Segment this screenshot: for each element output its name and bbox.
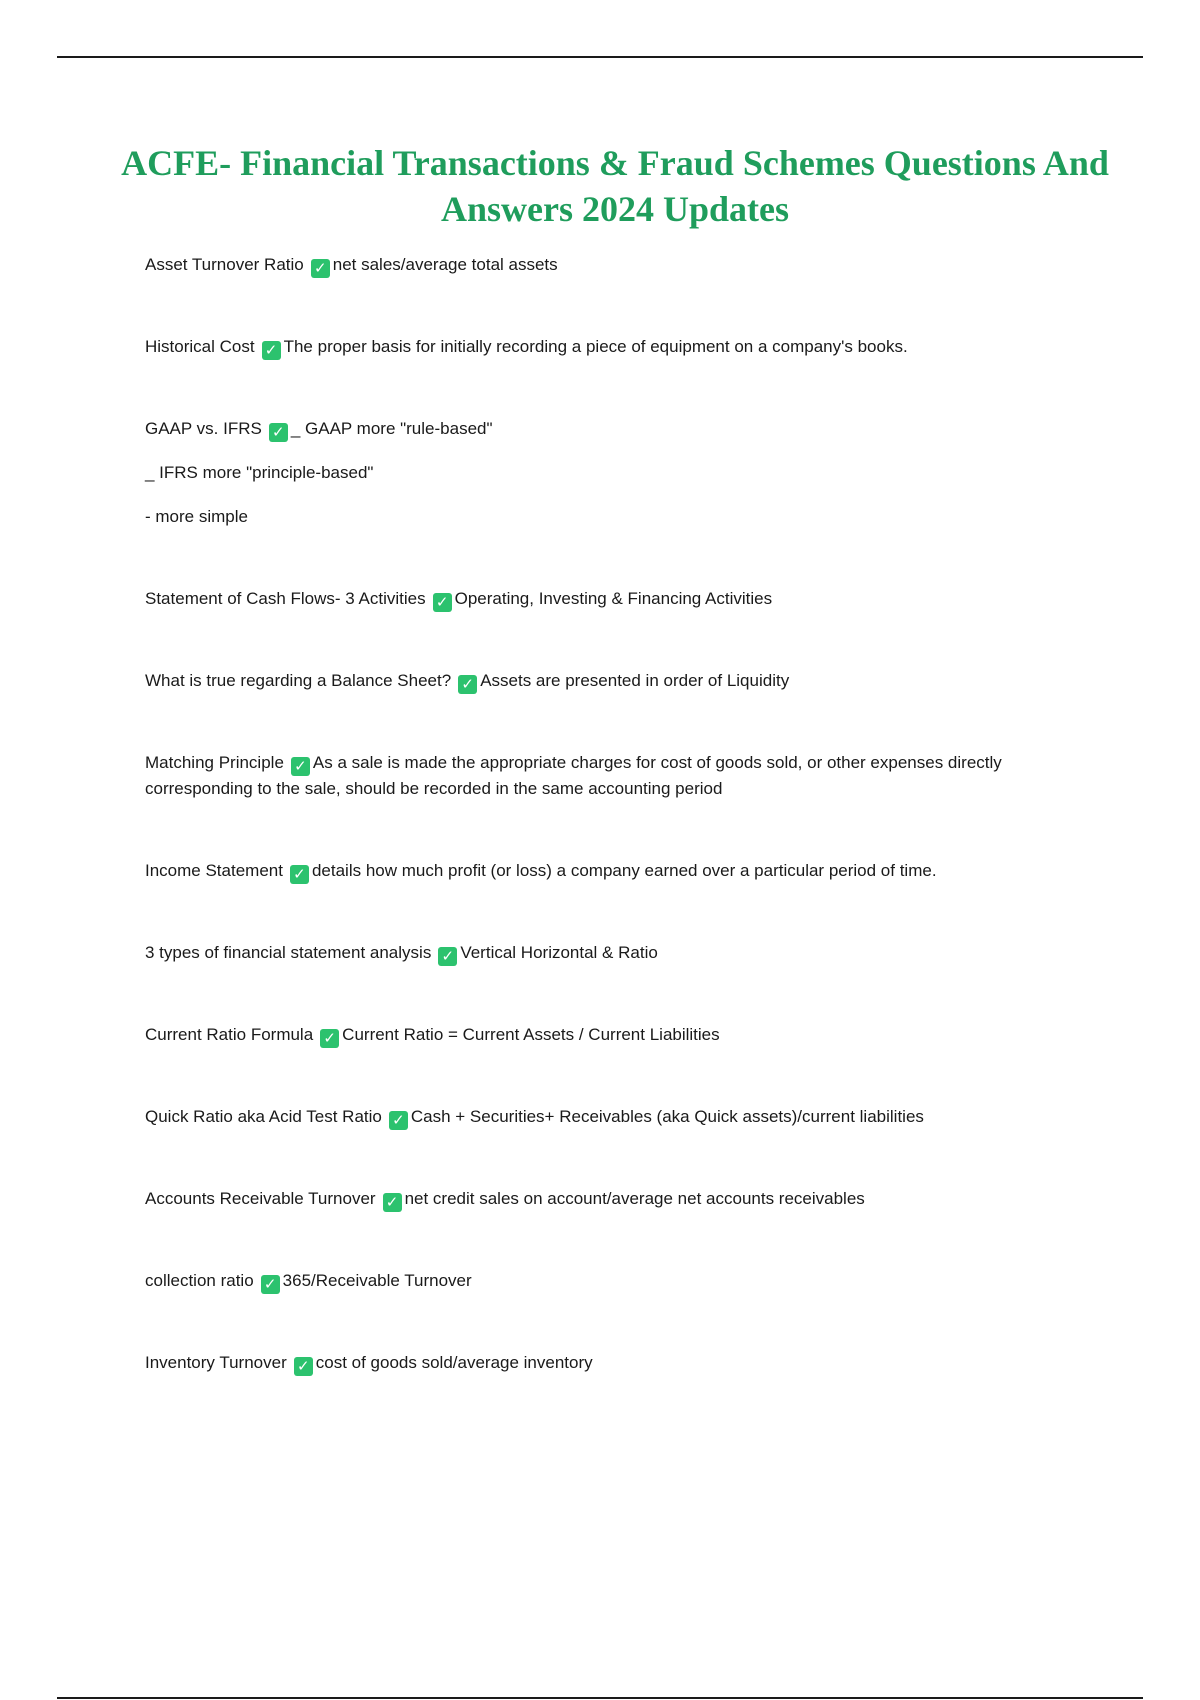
check-mark-icon: ✓ (389, 1111, 408, 1130)
check-mark-icon: ✓ (433, 593, 452, 612)
answer-text: Cash + Securities+ Receivables (aka Quick assets)/current liabilities (410, 1107, 924, 1126)
answer-text: The proper basis for initially recording a piece of equipment on a company's books. (283, 337, 908, 356)
answer-text: As a sale is made the appropriate charges for cost of goods sold, or other expenses directly corresponding to the sale, should be recorded in the same accounting period (145, 753, 1002, 798)
qa-item (145, 334, 1085, 360)
question-text: Inventory Turnover (145, 1353, 287, 1372)
answer-extra-line: - more simple (145, 507, 248, 526)
bottom-rule (57, 1697, 1143, 1699)
check-mark-icon: ✓ (320, 1029, 339, 1048)
qa-item (145, 668, 1085, 694)
question-text: Asset Turnover Ratio (145, 255, 304, 274)
question-text: Accounts Receivable Turnover (145, 1189, 376, 1208)
check-mark-icon: ✓ (290, 865, 309, 884)
qa-item (145, 750, 1085, 802)
answer-text: cost of goods sold/average inventory (315, 1353, 593, 1372)
qa-list (145, 252, 1085, 1376)
check-mark-icon: ✓ (269, 423, 288, 442)
qa-item (145, 586, 1085, 612)
question-text: GAAP vs. IFRS (145, 419, 262, 438)
qa-item (145, 858, 1085, 884)
question-text: 3 types of financial statement analysis (145, 943, 432, 962)
answer-text: net sales/average total assets (332, 255, 558, 274)
check-mark-icon: ✓ (311, 259, 330, 278)
check-mark-icon: ✓ (291, 757, 310, 776)
question-text: Current Ratio Formula (145, 1025, 314, 1044)
qa-item (145, 1350, 1085, 1376)
answer-text: net credit sales on account/average net accounts receivables (404, 1189, 865, 1208)
qa-item (145, 1022, 1085, 1048)
qa-item (145, 252, 1085, 278)
answer-extra-line: _ IFRS more "principle-based" (145, 463, 374, 482)
check-mark-icon: ✓ (438, 947, 457, 966)
top-rule (57, 56, 1143, 58)
check-mark-icon: ✓ (261, 1275, 280, 1294)
question-text: Quick Ratio aka Acid Test Ratio (145, 1107, 382, 1126)
check-mark-icon: ✓ (383, 1193, 402, 1212)
question-text: Matching Principle (145, 753, 284, 772)
qa-item (145, 1186, 1085, 1212)
question-text: Statement of Cash Flows- 3 Activities (145, 589, 426, 608)
answer-text: Current Ratio = Current Assets / Current Liabilities (342, 1025, 720, 1044)
answer-text: _ GAAP more "rule-based" (290, 419, 493, 438)
answer-text: details how much profit (or loss) a company earned over a particular period of time. (311, 861, 937, 880)
qa-item (145, 940, 1085, 966)
question-text: Historical Cost (145, 337, 255, 356)
answer-text: Assets are presented in order of Liquidity (480, 671, 790, 690)
answer-text: 365/Receivable Turnover (282, 1271, 472, 1290)
answer-text: Vertical Horizontal & Ratio (460, 943, 658, 962)
page-title: ACFE- Financial Transactions & Fraud Schemes Questions And Answers 2024 Updates (121, 143, 1109, 229)
qa-item (145, 1104, 1085, 1130)
question-text: What is true regarding a Balance Sheet? (145, 671, 452, 690)
answer-text: Operating, Investing & Financing Activities (454, 589, 773, 608)
qa-item (145, 416, 1085, 530)
check-mark-icon: ✓ (294, 1357, 313, 1376)
check-mark-icon: ✓ (262, 341, 281, 360)
question-text: collection ratio (145, 1271, 254, 1290)
qa-item (145, 1268, 1085, 1294)
check-mark-icon: ✓ (458, 675, 477, 694)
question-text: Income Statement (145, 861, 283, 880)
